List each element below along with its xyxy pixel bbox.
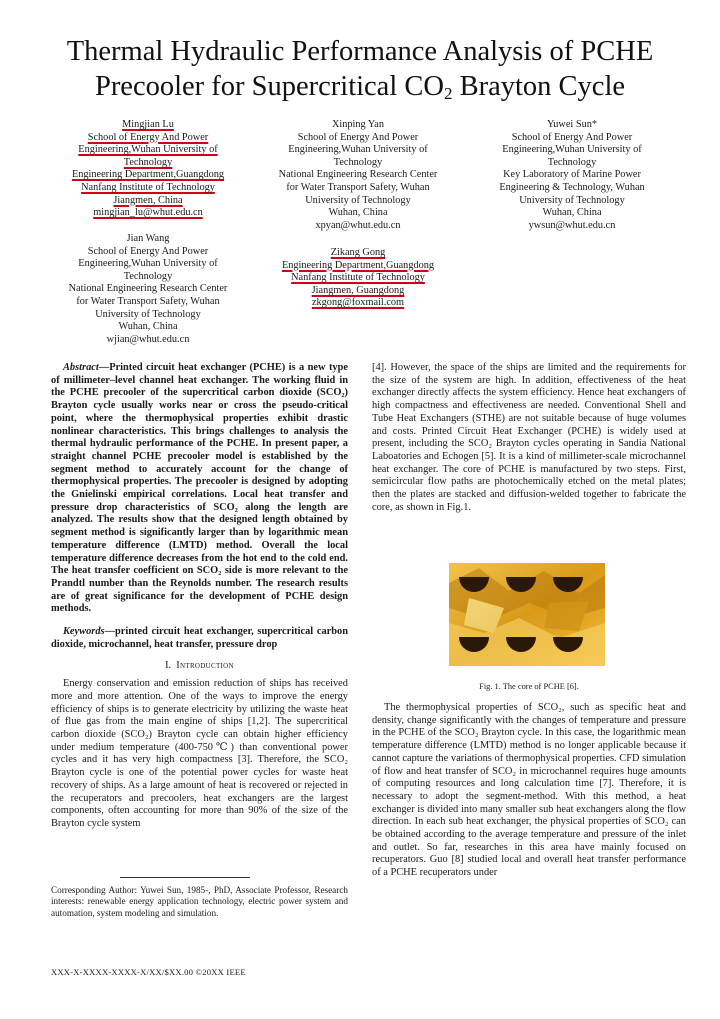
title-line-2-end: Brayton Cycle bbox=[452, 71, 626, 102]
affiliation-line: University of Technology bbox=[95, 308, 201, 320]
paper-title bbox=[40, 34, 680, 104]
affiliation-line: Engineering Department,Guangdong bbox=[281, 259, 435, 271]
affiliation-line: Engineering,Wuhan University of bbox=[288, 144, 428, 156]
affiliation-line: University of Technology bbox=[519, 194, 625, 206]
footnote-divider bbox=[120, 877, 250, 878]
affiliation-line: Wuhan, China bbox=[118, 321, 178, 333]
affiliation-line: Wuhan, China bbox=[542, 207, 602, 219]
right-paragraph-2: The thermophysical properties of SCO₂, such as specific heat and density, change significantly with the changes of temperature and pressure in the PCHE of the SCO₂ Brayton cycle. In this case, the logarithmic mean temperature difference (LMTD) method is no longer applicable because it cannot capture the variations of thermophysical properties. CFD simulation of flow and heat transfer of SCO₂ in microchannel requires huge amounts of computing resources and long calculation time [7]. Therefore, it is necessary to adopt the segment-method. With this method, a heat exchanger is divided into many smaller sub heat exchangers along the flow direction. In each sub heat exchanger, the physical properties of SCO₂ can be obtained according to the average temperature and pressure of the inlet and outlet. So far, researches in this area have mainly focused on recuperators. Guo [8] studied local and overall heat transfer performance of a PCHE recuperators under bbox=[372, 702, 686, 879]
footnote: Corresponding Author: Yuwei Sun, 1985-, PhD, Associate Professor, Research interests: renewable energy application technology, electric power system and automation, system modeling and simulation. bbox=[51, 885, 348, 918]
affiliation-line: Technology bbox=[123, 156, 173, 168]
affiliation-line: for Water Transport Safety, Wuhan bbox=[286, 181, 430, 193]
author-email[interactable]: xpyan@whut.edu.cn bbox=[315, 219, 401, 231]
title-subscript: 2 bbox=[443, 84, 453, 103]
author-block-gong bbox=[258, 247, 458, 310]
intro-paragraph: Energy conservation and emission reduction of ships has received more and more attention. One of the ways to improve the energy efficiency of ships is to generate electricity by utilizing the waste heat of flue gas from the main engine of ships [1,2]. The supercritical carbon dioxide (SCO₂) Brayton cycle can obtain higher efficiency under medium temperature (400-750℃) than conventional power cycles and it has very high compactness [3]. Therefore, the SCO₂ Brayton cycle is one of the potential power cycles for waste heat recovery of ships. As a large amount of heat is recovered or rejected in the recuperators and precoolers, heat exchangers are the largest components, often accounting for more than 90% of the size of the Brayton cycle system bbox=[51, 678, 348, 829]
affiliation-line: Key Laboratory of Marine Power bbox=[503, 169, 641, 181]
affiliation-line: Technology bbox=[333, 156, 383, 168]
affiliation-line: Engineering,Wuhan University of bbox=[78, 144, 218, 156]
author-name: Mingjian Lu bbox=[122, 119, 174, 130]
section-number: I. bbox=[165, 660, 172, 672]
affiliation-line: School of Energy And Power bbox=[87, 131, 209, 143]
author-name: Xinping Yan bbox=[331, 119, 385, 130]
affiliation-line: School of Energy And Power bbox=[87, 245, 209, 257]
affiliation-line: Engineering Department,Guangdong bbox=[71, 169, 225, 181]
section-title: Introduction bbox=[176, 660, 234, 672]
left-column bbox=[51, 362, 348, 831]
author-block-yan bbox=[258, 119, 458, 232]
affiliation-line: Engineering,Wuhan University of bbox=[502, 144, 642, 156]
affiliation-line: Nanfang Institute of Technology bbox=[291, 272, 425, 284]
right-column-continued bbox=[372, 702, 686, 880]
affiliation-line: Engineering,Wuhan University of bbox=[78, 258, 218, 270]
affiliation-line: for Water Transport Safety, Wuhan bbox=[76, 295, 220, 307]
right-paragraph-1: [4]. However, the space of the ships are limited and the requirements for the size of the system are high. In addition, effectiveness of the heat exchanger directly affects the system efficiency. Hence heat exchangers of high compactness and effectiveness are needed. Conventional Shell and Tube Heat Exchangers (STHE) are not suitable because of huge volumes and costs. Printed Circuit Heat Exchanger (PCHE) is widely used at present, including the SCO₂ Brayton cycles operating in Sandia National Laboatories and Echogen [5]. It is a kind of millimeter-scale microchannel heat exchanger. The core of PCHE is manufactured by two steps. First, semicircular flow paths are photochemically etched on the metal plates; then the plates are stacked and diffusion-welded together to fabricate the core, as shown in Fig.1. bbox=[372, 362, 686, 513]
affiliation-line: Nanfang Institute of Technology bbox=[81, 181, 215, 193]
author-block-wang bbox=[48, 233, 248, 346]
affiliation-line: Jiangmen, Guangdong bbox=[311, 284, 405, 296]
title-line-2-text: Precooler for Supercritical CO bbox=[94, 71, 444, 102]
author-email[interactable]: ywsun@whut.edu.cn bbox=[528, 219, 616, 231]
affiliation-line: National Engineering Research Center bbox=[68, 283, 228, 295]
abstract-text: —Printed circuit heat exchanger (PCHE) is a new type of millimeter–level channel heat exchanger. The working fluid in the PCHE precooler of the supercritical carbon dioxide (SCO₂) Brayton cycle usually works near or cross the pseudo-critical point, where the thermophysical properties exhibit drastic nonlinear characteristics. This brings challenges to analysis the thermal hydraulic performance of the PCHE. In present paper, a straight channel PCHE precooler model is established by the segment method to accurately account for the change of thermophysical properties. The precooler is designed by adopting the Gnielinski empirical correlations. Local heat transfer and pressure drop characteristics of SCO₂ along the length are analyzed. The results show that the designed length obtained by segment method is significantly larger than by logarithmic mean temperature difference (LMTD) method. Overall the local temperature difference decreases from the hot end to the cold end. The heat transfer coefficient on SCO₂ side is more relevant to the Prandtl number than the Reynolds number. The research results are of great significance for the development of PCHE design methods. bbox=[51, 362, 348, 615]
title-line-1: Thermal Hydraulic Performance Analysis of PCHE bbox=[66, 36, 654, 67]
affiliation-line: Jiangmen, China bbox=[113, 194, 183, 206]
affiliation-line: Wuhan, China bbox=[328, 207, 388, 219]
author-block-lu bbox=[48, 119, 248, 220]
author-block-sun bbox=[472, 119, 672, 232]
copyright-footer: XXX-X-XXXX-XXXX-X/XX/$XX.00 ©20XX IEEE bbox=[51, 967, 246, 977]
affiliation-line: Technology bbox=[123, 270, 173, 282]
author-email[interactable]: mingjian_lu@whut.edu.cn bbox=[93, 207, 203, 219]
pche-core-image bbox=[449, 563, 605, 666]
keywords-lead: Keywords bbox=[63, 626, 105, 638]
figure-caption: Fig. 1. The core of PCHE [6]. bbox=[479, 682, 579, 691]
author-name: Jian Wang bbox=[126, 233, 170, 244]
affiliation-line: University of Technology bbox=[305, 194, 411, 206]
pche-core-figure bbox=[449, 563, 605, 666]
author-name: Zikang Gong bbox=[330, 247, 386, 258]
abstract-lead: Abstract bbox=[63, 362, 99, 373]
abstract bbox=[51, 362, 348, 616]
affiliation-line: School of Energy And Power bbox=[511, 131, 633, 143]
affiliation-line: School of Energy And Power bbox=[297, 131, 419, 143]
keywords-text: —printed circuit heat exchanger, supercritical carbon dioxide, microchannel, heat transfer, pressure drop bbox=[51, 626, 348, 650]
author-email[interactable]: wjian@whut.edu.cn bbox=[106, 333, 190, 345]
section-heading bbox=[51, 660, 348, 673]
right-column bbox=[372, 362, 686, 514]
affiliation-line: National Engineering Research Center bbox=[278, 169, 438, 181]
affiliation-line: Technology bbox=[547, 156, 597, 168]
title-line-2 bbox=[40, 69, 680, 104]
author-name: Yuwei Sun* bbox=[546, 119, 598, 130]
affiliation-line: Engineering & Technology, Wuhan bbox=[499, 181, 645, 193]
keywords bbox=[51, 626, 348, 651]
author-email[interactable]: zkgong@foxmail.com bbox=[311, 297, 405, 309]
